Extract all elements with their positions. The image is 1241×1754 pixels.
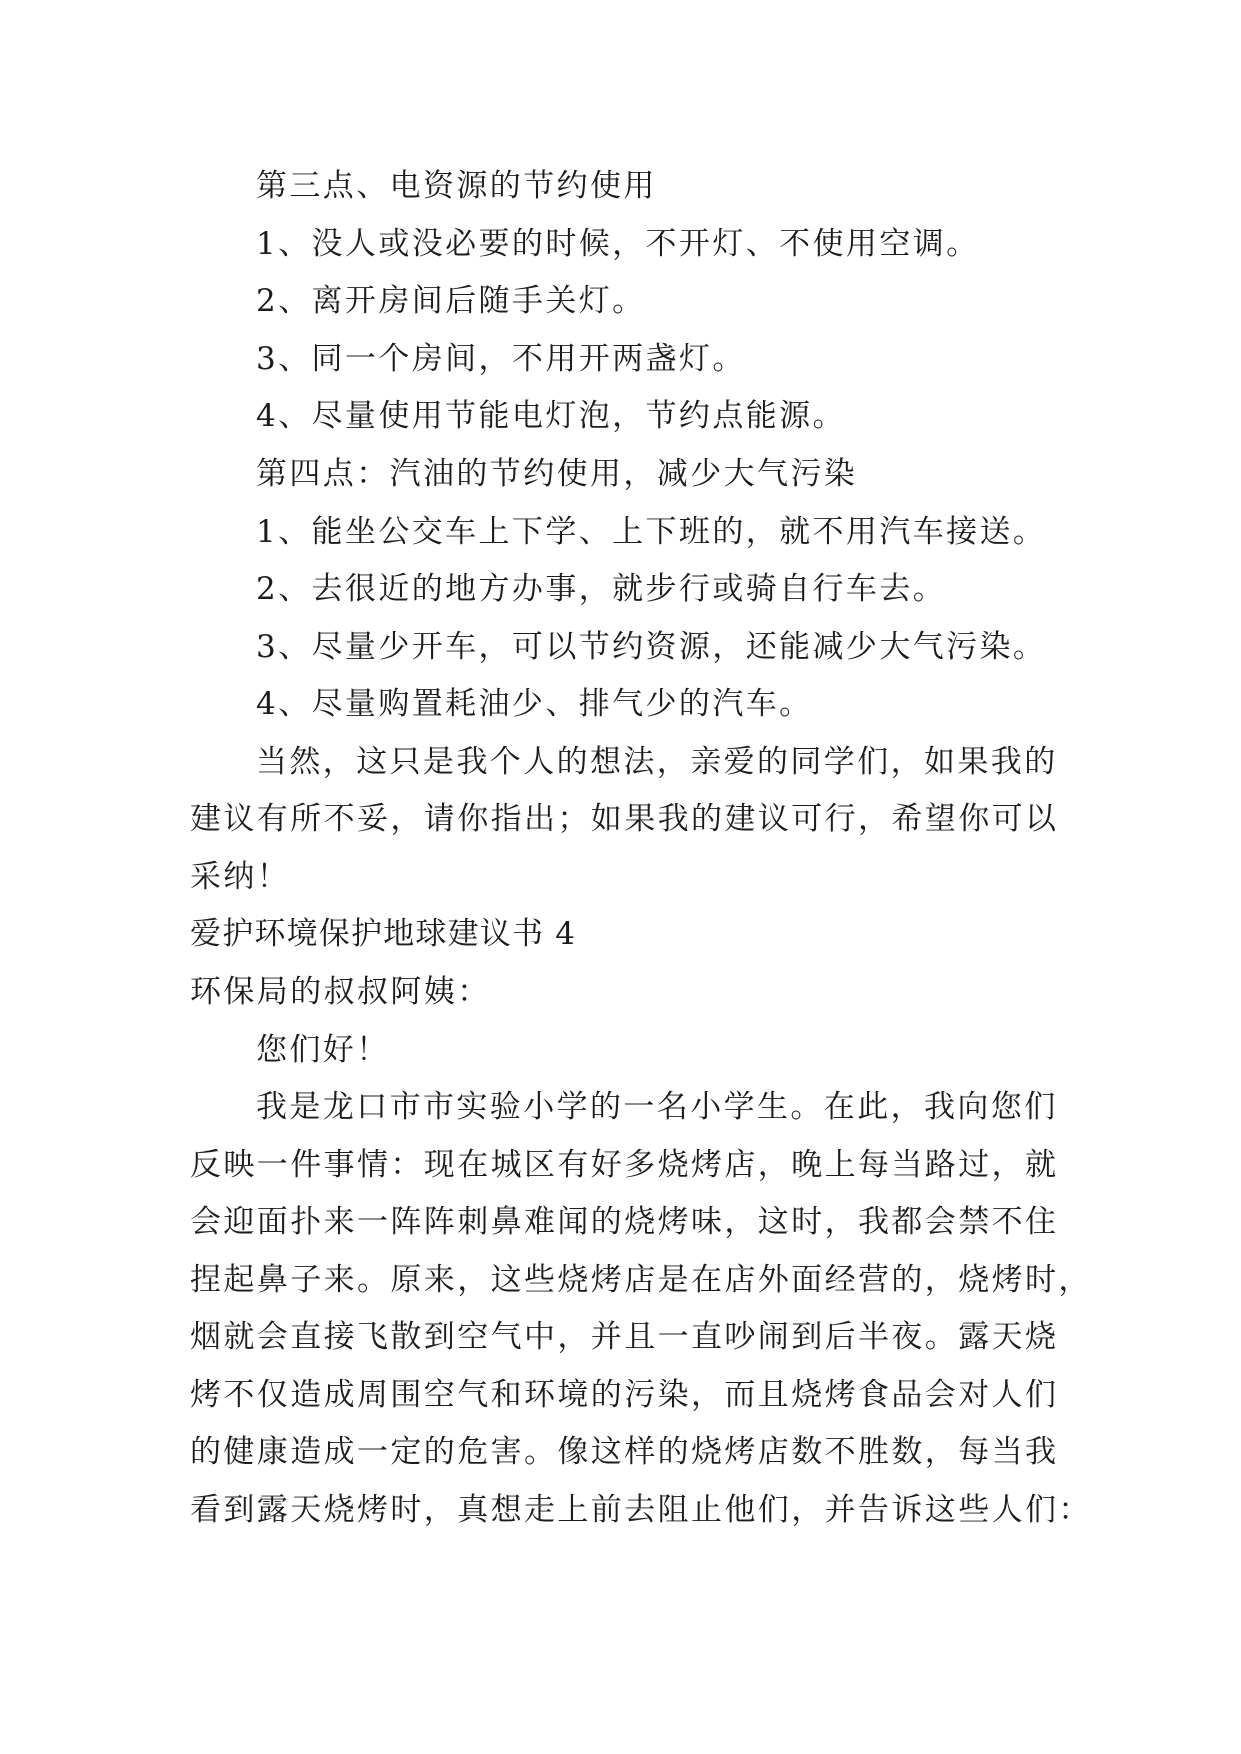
gasoline-item-4: 4、尽量购置耗油少、排气少的汽车。 (256, 686, 813, 722)
closing-paragraph-line: 采纳！ (190, 859, 291, 895)
section-heading-electricity: 第三点、电资源的节约使用 (256, 168, 657, 204)
body-paragraph-line: 烤不仅造成周围空气和环境的污染，而且烧烤食品会对人们 (190, 1377, 1059, 1413)
body-paragraph-line: 我是龙口市市实验小学的一名小学生。在此，我向您们 (256, 1089, 1058, 1125)
electricity-item-3: 3、同一个房间，不用开两盏灯。 (256, 341, 746, 377)
section-heading-gasoline: 第四点：汽油的节约使用，减少大气污染 (256, 456, 858, 492)
electricity-item-2: 2、离开房间后随手关灯。 (256, 283, 646, 319)
gasoline-item-2: 2、去很近的地方办事，就步行或骑自行车去。 (256, 571, 947, 607)
body-paragraph-line: 烟就会直接飞散到空气中，并且一直吵闹到后半夜。露天烧 (190, 1319, 1059, 1355)
electricity-item-1: 1、没人或没必要的时候，不开灯、不使用空调。 (256, 226, 980, 262)
closing-paragraph-line: 建议有所不妥，请你指出；如果我的建议可行，希望你可以 (190, 801, 1059, 837)
body-paragraph-line: 会迎面扑来一阵阵刺鼻难闻的烧烤味，这时，我都会禁不住 (190, 1204, 1059, 1240)
body-paragraph-line: 反映一件事情：现在城区有好多烧烤店，晚上每当路过，就 (190, 1147, 1059, 1183)
gasoline-item-1: 1、能坐公交车上下学、上下班的，就不用汽车接送。 (256, 514, 1047, 550)
letter-greeting: 您们好！ (256, 1032, 390, 1068)
letter-salutation: 环保局的叔叔阿姨： (190, 974, 491, 1010)
body-paragraph-line: 的健康造成一定的危害。像这样的烧烤店数不胜数，每当我 (190, 1434, 1059, 1470)
gasoline-item-3: 3、尽量少开车，可以节约资源，还能减少大气污染。 (256, 629, 1047, 665)
body-paragraph-line: 捏起鼻子来。原来，这些烧烤店是在店外面经营的，烧烤时， (190, 1262, 1092, 1298)
electricity-item-4: 4、尽量使用节能电灯泡，节约点能源。 (256, 398, 846, 434)
closing-paragraph-line: 当然，这只是我个人的想法，亲爱的同学们，如果我的 (256, 744, 1058, 780)
body-paragraph-line: 看到露天烧烤时，真想走上前去阻止他们，并告诉这些人们： (190, 1492, 1092, 1528)
letter-title: 爱护环境保护地球建议书 4 (190, 916, 577, 952)
